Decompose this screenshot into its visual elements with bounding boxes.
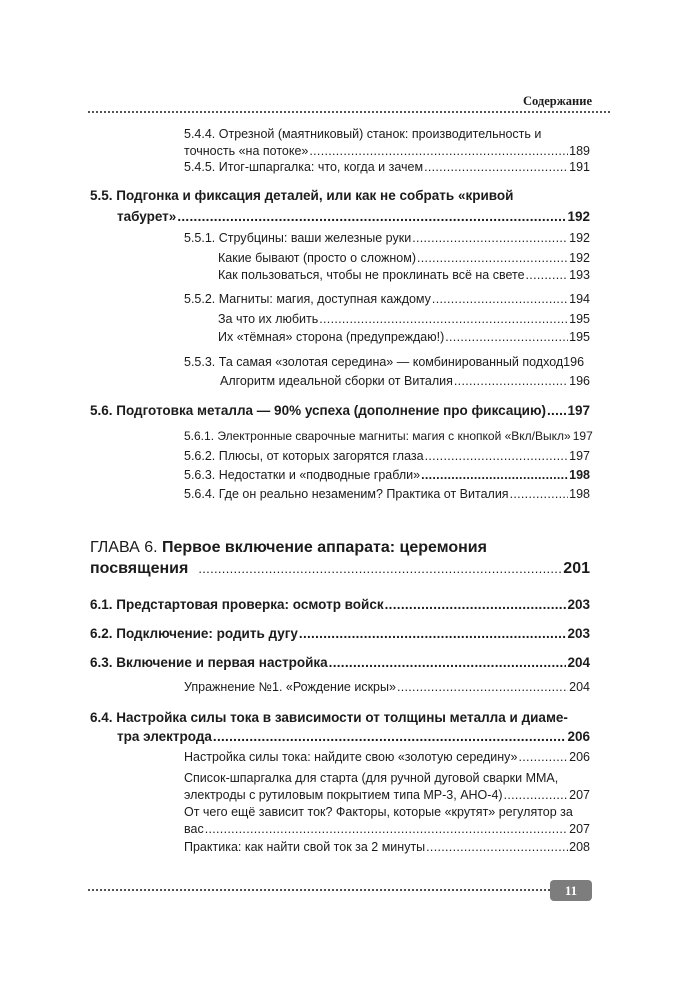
toc-section-entry <box>90 655 590 670</box>
toc-page-number: 192 <box>569 251 590 265</box>
dot-leader <box>329 655 567 670</box>
toc-page-number: 197 <box>572 429 593 443</box>
toc-page-number: 196 <box>563 355 585 369</box>
dot-leader <box>526 268 569 282</box>
chapter-title: Первое включение аппарата: церемония <box>162 539 487 556</box>
toc-entry <box>184 429 593 443</box>
toc-entry <box>184 231 590 245</box>
toc-entry-title: Как пользоваться, чтобы не проклинать всё на свете <box>218 268 525 282</box>
dot-leader <box>412 231 568 245</box>
toc-page-number: 207 <box>569 788 590 802</box>
toc-entry-title: За что их любить <box>218 312 319 326</box>
toc-entry <box>184 750 590 764</box>
toc-page-number: 197 <box>567 403 590 418</box>
dot-leader <box>309 143 568 160</box>
toc-page-number: 195 <box>569 312 590 326</box>
toc-section-title: 5.6. Подготовка металла — 90% успеха (дополнение про фиксацию) <box>90 403 546 418</box>
toc-section-title: 5.5. Подгонка и фиксация деталей, или как не собрать «кривой <box>90 188 514 203</box>
toc-entry <box>218 251 590 265</box>
dot-leader <box>319 312 568 326</box>
toc-entry <box>184 804 590 838</box>
dot-leader <box>397 680 568 694</box>
footer-dotted-rule <box>88 889 550 891</box>
toc-entry-title: Алгоритм идеальной сборки от Виталия <box>220 374 453 388</box>
toc-section-title-cont: табурет» <box>117 209 177 224</box>
toc-entry-title: Настройка силы тока: найдите свою «золотую середину» <box>184 750 518 764</box>
dot-leader <box>198 558 562 579</box>
toc-entry-title: Какие бывают (просто о сложном) <box>218 251 416 265</box>
toc-section-title: 6.3. Включение и первая настройка <box>90 655 328 670</box>
toc-page-number: 206 <box>569 750 590 764</box>
toc-entry-title-cont: электроды с рутиловым покрытием типа МР-3, АНО-4) <box>184 788 503 802</box>
toc-section-title: 6.2. Подключение: родить дугу <box>90 626 298 641</box>
dot-leader <box>417 251 568 265</box>
dot-leader <box>299 626 567 641</box>
toc-entry <box>184 449 590 463</box>
dot-leader <box>425 449 569 463</box>
dot-leader <box>547 403 566 418</box>
toc-page-number: 192 <box>567 209 590 224</box>
toc-section-entry <box>90 403 590 418</box>
header-dotted-rule <box>88 111 610 113</box>
dot-leader <box>424 160 568 174</box>
toc-page-number: 193 <box>569 268 590 282</box>
toc-entry-title: 5.6.4. Где он реально незаменим? Практика от Виталия <box>184 487 509 501</box>
toc-entry <box>184 840 590 854</box>
toc-page-number: 198 <box>569 468 590 482</box>
toc-entry-title: 5.6.1. Электронные сварочные магниты: магия с кнопкой «Вкл/Выкл» <box>184 429 571 443</box>
dot-leader <box>421 468 568 482</box>
toc-section-entry <box>90 185 590 227</box>
toc-page-number: 197 <box>569 449 590 463</box>
dot-leader <box>385 597 567 612</box>
toc-entry-title: 5.6.2. Плюсы, от которых загорятся глаза <box>184 449 424 463</box>
toc-page-number: 208 <box>569 840 590 854</box>
chapter-number: ГЛАВА 6. <box>90 539 158 556</box>
toc-page-number: 204 <box>567 655 590 670</box>
toc-entry-title: 5.6.3. Недостатки и «подводные грабли» <box>184 468 421 482</box>
toc-entry <box>184 126 590 160</box>
dot-leader <box>213 727 567 746</box>
toc-page-number: 206 <box>567 729 590 744</box>
toc-page-number: 194 <box>569 292 590 306</box>
toc-page-number: 203 <box>567 626 590 641</box>
dot-leader <box>177 206 566 227</box>
toc-entry-title: Список-шпаргалка для старта (для ручной дуговой сварки ММА, <box>184 771 559 785</box>
toc-entry-title: 5.4.5. Итог-шпаргалка: что, когда и зачем <box>184 160 424 174</box>
toc-section-title: 6.1. Предстартовая проверка: осмотр войск <box>90 597 384 612</box>
toc-page-number: 203 <box>567 597 590 612</box>
page-number-badge: 11 <box>550 880 592 901</box>
toc-entry <box>218 330 590 344</box>
toc-section-entry <box>90 626 590 641</box>
toc-entry-title-cont: вас <box>184 822 204 836</box>
toc-entry-title-cont: точность «на потоке» <box>184 144 309 158</box>
toc-page-number: 195 <box>569 330 590 344</box>
dot-leader <box>504 787 569 804</box>
toc-entry <box>184 355 590 369</box>
toc-entry-title: 5.5.1. Струбцины: ваши железные руки <box>184 231 412 245</box>
toc-entry-title: Их «тёмная» сторона (предупреждаю!) <box>218 330 445 344</box>
toc-entry <box>218 268 590 282</box>
toc-entry-title: От чего ещё зависит ток? Факторы, которые «крутят» регулятор за <box>184 805 573 819</box>
toc-page-number: 198 <box>569 487 590 501</box>
toc-entry <box>184 468 590 482</box>
dot-leader <box>205 821 568 838</box>
dot-leader <box>432 292 568 306</box>
dot-leader <box>510 487 569 501</box>
toc-entry <box>184 292 590 306</box>
toc-entry-title: 5.5.2. Магниты: магия, доступная каждому <box>184 292 431 306</box>
dot-leader <box>519 750 569 764</box>
toc-section-entry <box>90 597 590 612</box>
toc-section-title-cont: тра электрода <box>117 729 212 744</box>
toc-entry-title: 5.4.4. Отрезной (маятниковый) станок: производительность и <box>184 127 542 141</box>
toc-entry <box>184 680 590 694</box>
toc-entry <box>184 487 590 501</box>
toc-entry <box>218 312 590 326</box>
toc-page-number: 204 <box>569 680 590 694</box>
toc-entry-title: Практика: как найти свой ток за 2 минуты <box>184 840 426 854</box>
toc-entry <box>184 770 590 804</box>
toc-entry-title: Упражнение №1. «Рождение искры» <box>184 680 396 694</box>
toc-page-number: 191 <box>569 160 590 174</box>
toc-section-entry <box>90 708 590 746</box>
toc-page-number: 189 <box>569 144 590 158</box>
dot-leader <box>454 374 568 388</box>
toc-chapter-entry <box>90 537 590 579</box>
toc-page-number: 207 <box>569 822 590 836</box>
toc-entry <box>184 160 590 174</box>
dot-leader <box>445 330 568 344</box>
toc-entry-title: 5.5.3. Та самая «золотая середина» — комбинированный подход <box>184 355 564 369</box>
toc-entry <box>220 374 590 388</box>
dot-leader <box>426 840 568 854</box>
chapter-title-cont: посвящения <box>90 560 189 577</box>
toc-page-number: 192 <box>569 231 590 245</box>
running-header: Содержание <box>522 94 592 108</box>
toc-page-number: 196 <box>569 374 590 388</box>
toc-section-title: 6.4. Настройка силы тока в зависимости от толщины металла и диаме- <box>90 710 568 725</box>
toc-page-number: 201 <box>563 560 590 577</box>
